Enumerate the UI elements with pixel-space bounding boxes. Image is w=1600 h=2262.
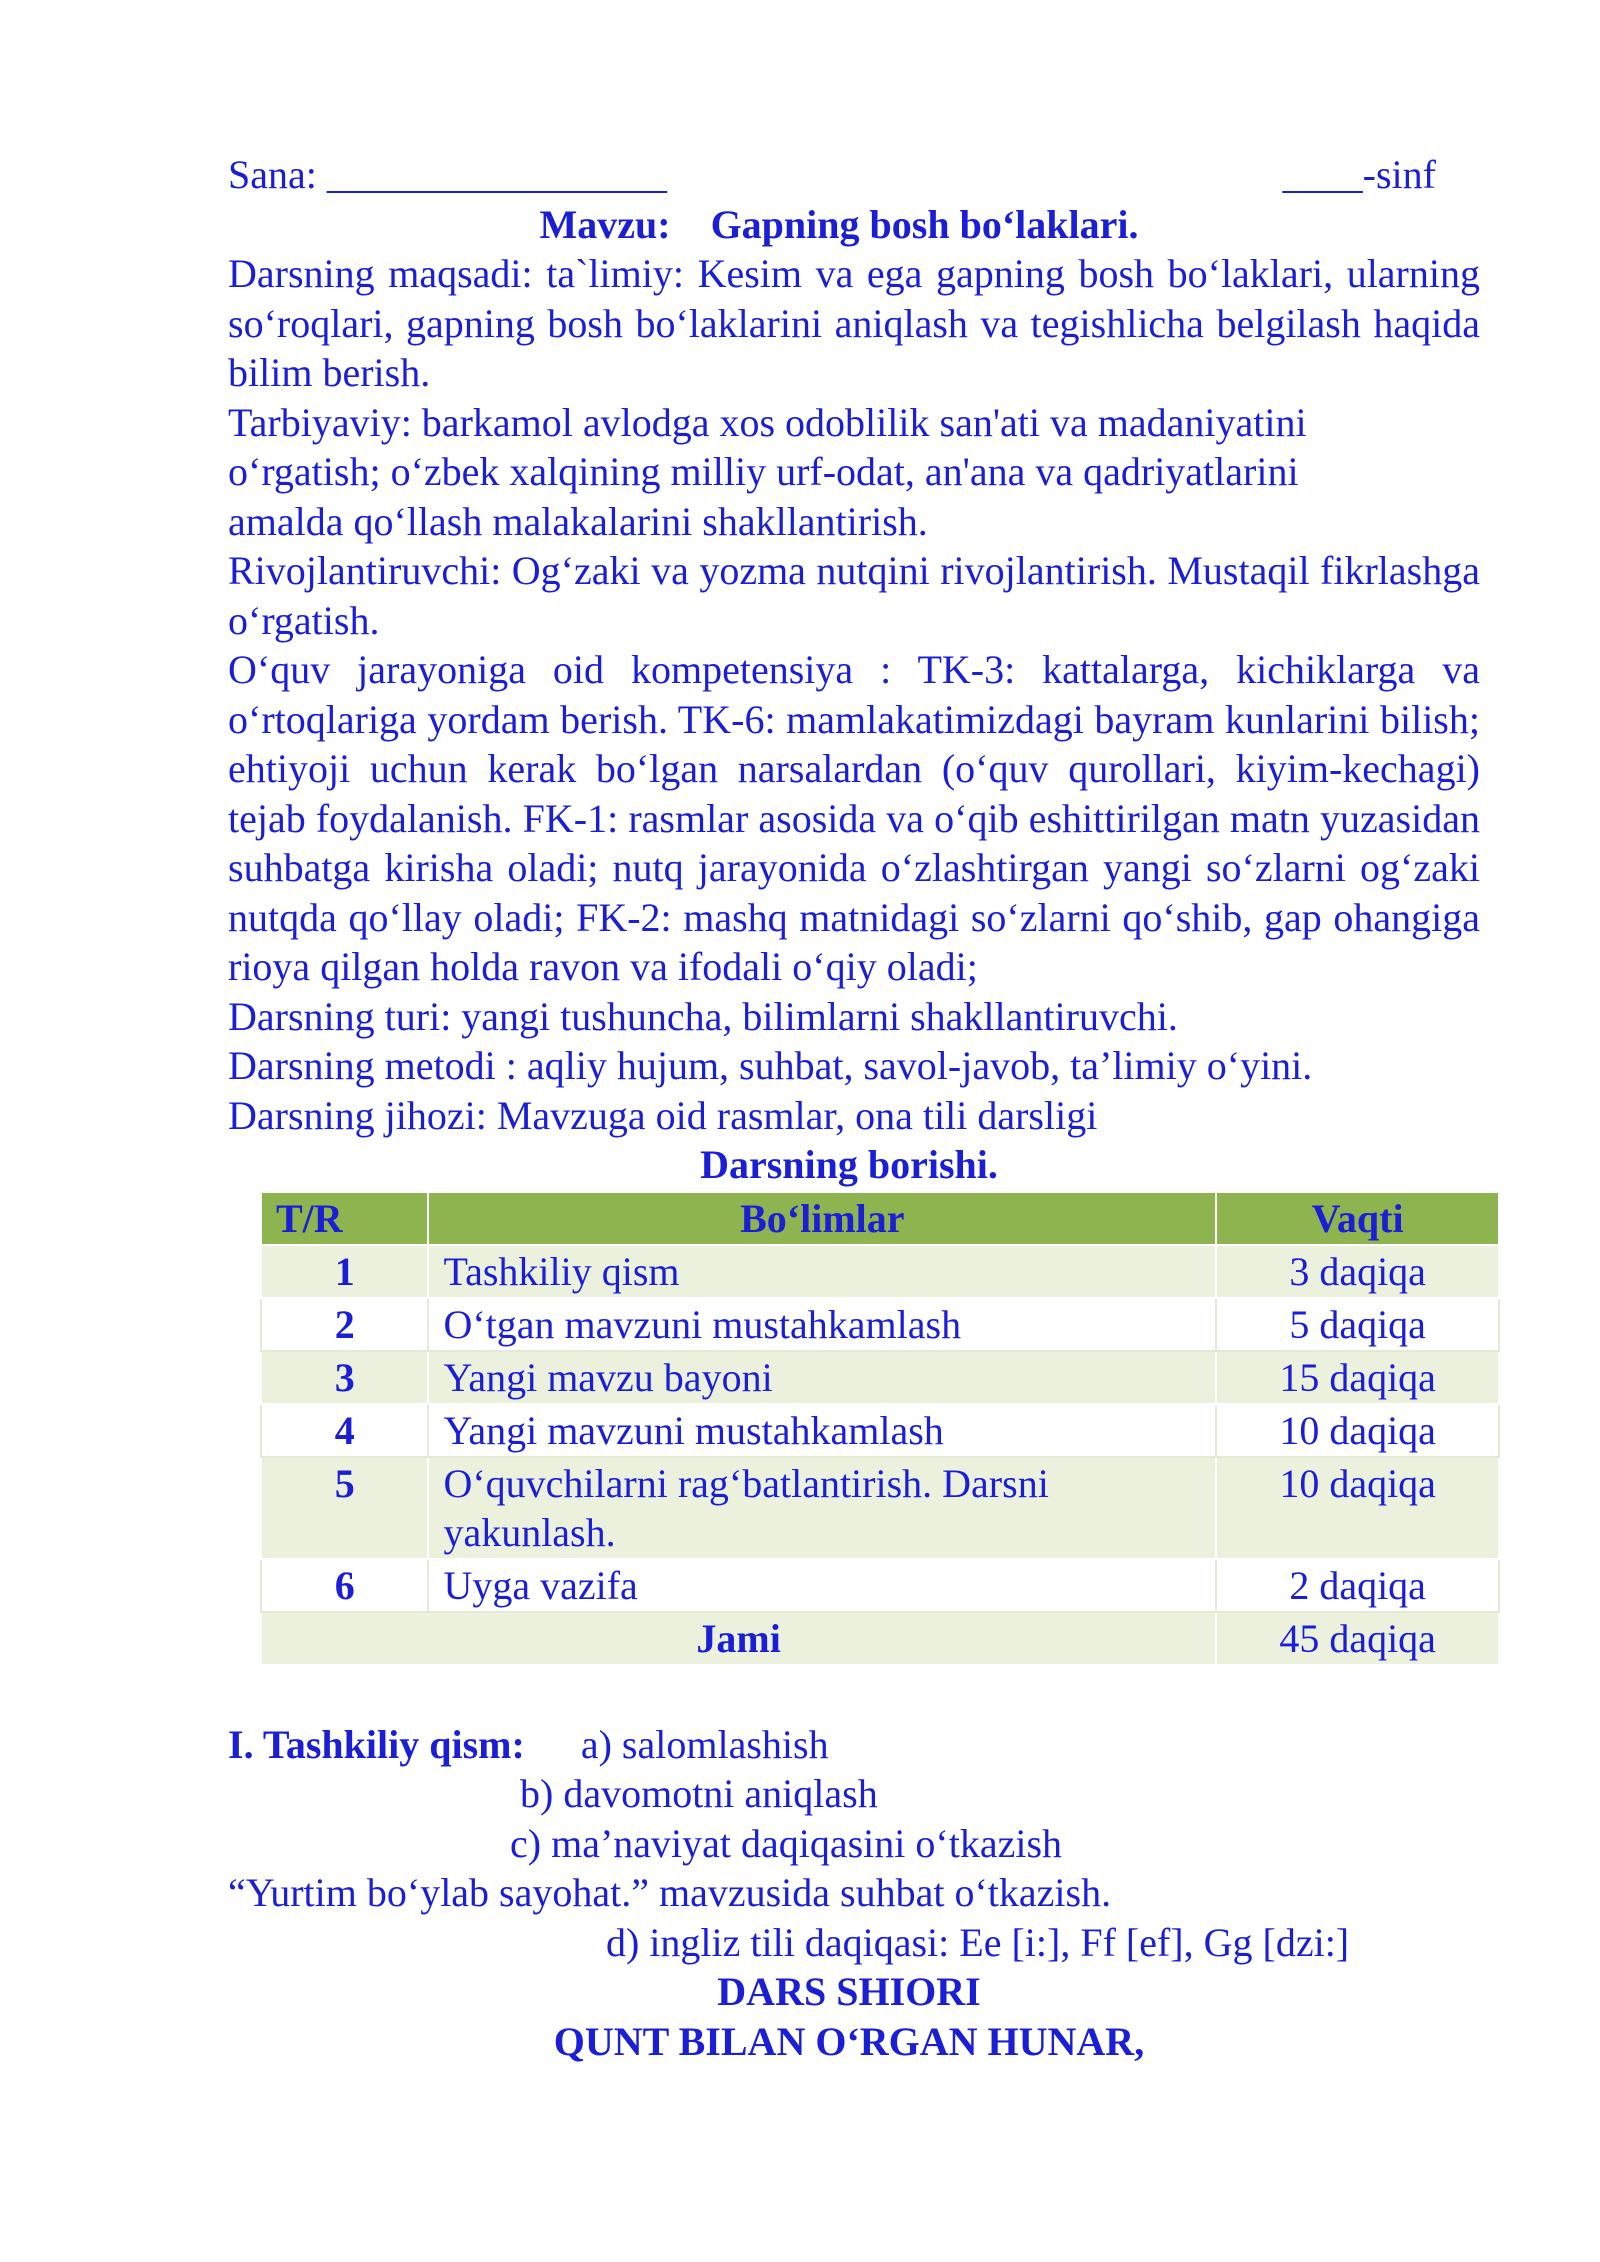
item-greeting: a) salomlashish <box>580 1721 829 1767</box>
row-section: O‘tgan mavzuni mustahkamlash <box>428 1298 1216 1351</box>
motto-line: QUNT BILAN O‘RGAN HUNAR, <box>553 2018 1145 2064</box>
row-time: 5 daqiqa <box>1216 1298 1499 1351</box>
plan-heading: Darsning borishi. <box>700 1142 998 1187</box>
row-number: 1 <box>261 1245 428 1298</box>
motto-title: DARS SHIORI <box>717 1969 981 2014</box>
conversation-line: “Yurtim bo‘ylab sayohat.” mavzusida suhbat o‘tkazish. <box>228 1870 1112 1915</box>
row-number: 3 <box>261 1351 428 1404</box>
lesson-plan-table <box>260 1191 1500 1666</box>
row-time: 2 daqiqa <box>1216 1559 1499 1612</box>
spacer <box>228 1666 1480 1720</box>
table-row <box>261 1559 1499 1612</box>
table-row <box>261 1404 1499 1457</box>
goal-paragraph: Darsning maqsadi: ta`limiy: Kesim va ega gapning bosh bo‘laklari, ularning so‘roqlari, gapning bosh bo‘laklarini aniqlash va tegishlicha belgilash haqida bilim berish. <box>228 251 1480 395</box>
total-time: 45 daqiqa <box>1216 1612 1499 1665</box>
education-line-2: o‘rgatish; o‘zbek xalqining milliy urf-odat, an'ana va qadriyatlarini <box>228 449 1299 494</box>
item-english: d) ingliz tili daqiqasi: Ee [i:], Ff [ef], Gg [dzi:] <box>606 1919 1350 1965</box>
topic-title: Gapning bosh bo‘laklari. <box>710 201 1139 247</box>
lesson-plan-page <box>228 150 1480 2066</box>
table-header-row <box>261 1192 1499 1245</box>
topic-line <box>198 200 1480 250</box>
row-section: Yangi mavzu bayoni <box>428 1351 1216 1404</box>
lesson-equipment: Darsning jihozi: Mavzuga oid rasmlar, ona tili darsligi <box>228 1092 1098 1138</box>
date-label: Sana: _________________ <box>228 152 667 197</box>
lesson-type: Darsning turi: yangi tushuncha, bilimlarni shakllantiruvchi. <box>228 993 1178 1039</box>
row-section: Uyga vazifa <box>428 1559 1216 1612</box>
row-section: Yangi mavzuni mustahkamlash <box>428 1404 1216 1457</box>
class-label: ____-sinf <box>1282 152 1436 197</box>
row-time: 10 daqiqa <box>1216 1404 1499 1457</box>
topic-label: Mavzu: <box>539 201 671 247</box>
row-section: O‘quvchilarni rag‘batlantirish. Darsni yakunlash. <box>428 1457 1216 1559</box>
table-row <box>261 1351 1499 1404</box>
row-time: 3 daqiqa <box>1216 1245 1499 1298</box>
lesson-method: Darsning metodi : aqliy hujum, suhbat, savol-javob, ta’limiy o‘yini. <box>228 1043 1313 1088</box>
development-paragraph: Rivojlantiruvchi: Og‘zaki va yozma nutqini rivojlantirish. Mustaqil fikrlashga o‘rgatish. <box>228 548 1480 643</box>
row-time: 15 daqiqa <box>1216 1351 1499 1404</box>
section1-line-a <box>228 1720 1480 1770</box>
column-header-number: T/R <box>261 1192 428 1245</box>
item-spirituality: c) ma’naviyat daqiqasini o‘tkazish <box>510 1820 1063 1866</box>
row-number: 4 <box>261 1404 428 1457</box>
row-number: 6 <box>261 1559 428 1612</box>
column-header-sections: Bo‘limlar <box>428 1192 1216 1245</box>
row-section: Tashkiliy qism <box>428 1245 1216 1298</box>
education-line-1: Tarbiyaviy: barkamol avlodga xos odoblilik san'ati va madaniyatini <box>228 399 1307 445</box>
row-number: 2 <box>261 1298 428 1351</box>
total-label: Jami <box>261 1612 1216 1665</box>
education-line-3: amalda qo‘llash malakalarini shakllantirish. <box>228 498 928 544</box>
row-time: 10 daqiqa <box>1216 1457 1499 1559</box>
section1-heading: I. Tashkiliy qism: <box>228 1721 525 1767</box>
item-attendance: b) davomotni aniqlash <box>520 1771 878 1816</box>
table-row <box>261 1245 1499 1298</box>
table-total-row <box>261 1612 1499 1665</box>
header-row <box>228 150 1480 200</box>
competence-paragraph: O‘quv jarayoniga oid kompetensiya : TK-3: kattalarga, kichiklarga va o‘rtoqlariga yordam berish. TK-6: mamlakatimizdagi bayram kunlarini bilish; ehtiyoji uchun kerak bo‘lgan narsalardan (o‘quv qurollari, kiyim-kechagi) tejab foydalanish. FK-1: rasmlar asosida va o‘qib eshittirilgan matn yuzasidan suhbatga kirisha oladi; nutq jarayonida o‘zlashtirgan yangi so‘zlarni og‘zaki nutqda qo‘llay oladi; FK-2: mashq matnidagi so‘zlarni qo‘shib, gap ohangiga rioya qilgan holda ravon va ifodali o‘qiy oladi; <box>228 647 1480 989</box>
table-row <box>261 1457 1499 1559</box>
column-header-time: Vaqti <box>1216 1192 1499 1245</box>
table-row <box>261 1298 1499 1351</box>
row-number: 5 <box>261 1457 428 1559</box>
